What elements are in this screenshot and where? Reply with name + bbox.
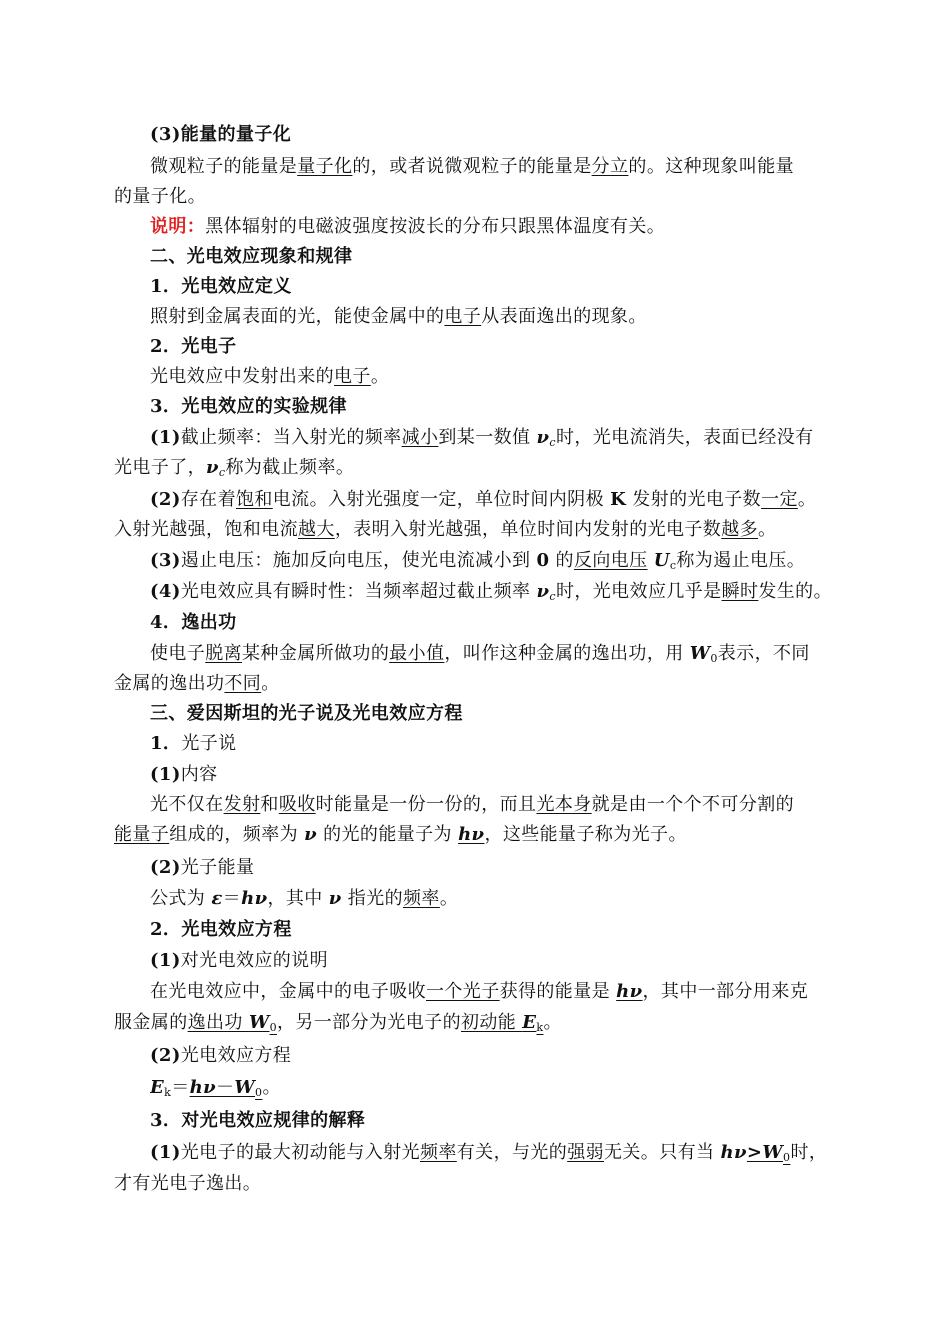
text-run: 从表面逸出的现象。 <box>481 306 647 327</box>
text-line <box>114 823 844 849</box>
text-run: 光不仅在 <box>150 794 224 815</box>
text-line <box>150 1141 844 1167</box>
text-run: ε <box>211 888 223 909</box>
text-run: 光电效应方程 <box>180 1045 292 1066</box>
text-line <box>114 185 844 211</box>
text-line <box>150 980 844 1006</box>
answer-blank: 一个光子 <box>426 981 500 1002</box>
answer-blank: 吸收 <box>278 794 316 815</box>
text-run: 称为截止频率。 <box>225 457 355 478</box>
answer-blank: 饱和 <box>235 489 273 510</box>
text-run: (2) <box>150 489 181 510</box>
text-run: 时，光电效应几乎是 <box>555 581 722 602</box>
text-line <box>114 518 844 544</box>
text-run: 截止频率：当入射光的频率 <box>180 427 402 448</box>
text-line <box>150 732 844 758</box>
text-run: 就是由一个个不可分割的 <box>591 794 795 815</box>
text-line <box>150 642 844 668</box>
answer-blank: 能量子 <box>114 824 170 845</box>
text-run: 。 <box>439 888 459 909</box>
text-run: ，其中 <box>267 888 329 909</box>
text-run: hν <box>720 1142 747 1163</box>
answer-blank: hν <box>189 1077 216 1098</box>
text-run: 时能量是一份一份的，而且 <box>315 794 537 815</box>
answer-blank: 0 <box>269 1021 277 1034</box>
text-run: 0 <box>710 652 718 665</box>
text-run: 光电效应具有瞬时性：当频率超过截止频率 <box>180 581 537 602</box>
answer-blank: 频率 <box>403 888 440 909</box>
text-run: 和 <box>260 794 279 815</box>
text-run: (1) <box>150 427 181 448</box>
text-run: ，表明入射光越强，单位时间内发射的光电子数 <box>334 519 722 540</box>
text-run: 表示，不同 <box>717 643 810 664</box>
text-line <box>150 918 844 944</box>
text-run: (3)能量的量子化 <box>150 124 292 145</box>
answer-blank: 逸出功 <box>187 1012 249 1033</box>
answer-blank: 发射 <box>223 794 261 815</box>
answer-blank: 频率 <box>419 1142 457 1163</box>
text-run: 光电效应中发射出来的 <box>150 366 334 387</box>
text-run: 无关。只有当 <box>604 1142 721 1163</box>
text-run: ，叫作这种金属的逸出功，用 <box>444 643 690 664</box>
text-run: 时， <box>790 1142 828 1163</box>
text-run: 。 <box>758 519 777 540</box>
text-run: 到某一数值 <box>438 427 537 448</box>
answer-blank: 分立 <box>591 156 629 177</box>
text-run: 入射光越强，饱和电流 <box>114 519 298 540</box>
answer-blank: k <box>536 1021 544 1034</box>
text-run: ν <box>328 888 342 909</box>
answer-blank: W <box>248 1012 270 1033</box>
text-run: 。 <box>262 1077 281 1098</box>
text-run: 。 <box>370 366 390 387</box>
answer-blank: 电子 <box>444 306 482 327</box>
text-line <box>150 245 844 271</box>
text-run: 的，或者说微观粒子的能量是 <box>352 156 592 177</box>
text-run: (2) <box>150 857 181 878</box>
text-run: 服金属的 <box>114 1012 188 1033</box>
text-line <box>150 793 844 819</box>
answer-blank: 0 <box>255 1086 263 1099</box>
text-line <box>150 395 844 421</box>
text-run: ，其中一部分用来克 <box>642 981 809 1002</box>
text-line <box>114 672 844 698</box>
answer-blank: 越多 <box>721 519 759 540</box>
text-run: 三、爱因斯坦的光子说及光电效应方程 <box>150 703 463 724</box>
text-line <box>150 426 844 452</box>
text-run: K <box>610 489 627 510</box>
answer-blank: 反向电压 <box>573 550 648 571</box>
text-line <box>150 887 844 913</box>
text-line <box>150 1109 844 1135</box>
text-run: k <box>164 1086 172 1099</box>
answer-blank: 越大 <box>298 519 335 540</box>
text-run: 某种金属所做功的 <box>242 643 390 664</box>
text-run: 组成的，频率为 <box>169 824 305 845</box>
text-run: 有关，与光的 <box>456 1142 568 1163</box>
text-line <box>150 856 844 882</box>
text-run: 发射的光电子数 <box>626 489 762 510</box>
text-line <box>150 123 844 149</box>
answer-blank: 减小 <box>401 427 439 448</box>
text-run: 时，光电流消失，表面已经没有 <box>555 427 814 448</box>
text-run: 照射到金属表面的光，能使金属中的 <box>150 306 445 327</box>
answer-blank: E <box>522 1012 537 1033</box>
text-line <box>150 1044 844 1070</box>
answer-blank: 强弱 <box>567 1142 604 1163</box>
text-run: E <box>150 1077 165 1098</box>
text-run: 4．逸出功 <box>150 612 237 633</box>
text-line <box>150 763 844 789</box>
text-run: W <box>689 643 711 664</box>
text-run: 黑体辐射的电磁波强度按波长的分布只跟黑体温度有关。 <box>205 216 666 237</box>
text-run: 光子说 <box>181 733 237 754</box>
text-run: 金属的逸出功 <box>114 673 225 694</box>
text-run: 的量子化。 <box>114 186 206 207</box>
answer-blank: 脱离 <box>205 643 243 664</box>
text-run: (3) <box>150 550 181 571</box>
text-line <box>150 949 844 975</box>
text-line <box>114 456 844 482</box>
note-label: 说明： <box>150 216 206 237</box>
answer-blank: － <box>216 1077 235 1098</box>
answer-blank: 电子 <box>334 366 371 387</box>
text-line <box>150 1076 844 1102</box>
text-run: 公式为 <box>150 888 212 909</box>
text-run: c <box>549 590 556 603</box>
text-run: 微观粒子的能量是 <box>150 156 298 177</box>
text-run: 电流。入射光强度一定，单位时间内阴极 <box>272 489 611 510</box>
text-run: 的光的能量子为 <box>317 824 459 845</box>
answer-blank: 瞬时 <box>721 581 759 602</box>
text-run: c <box>669 559 677 572</box>
text-line <box>150 488 844 514</box>
text-run: 的。这种现象叫能量 <box>628 156 795 177</box>
text-line <box>150 275 844 301</box>
text-run: 光子能量 <box>180 857 255 878</box>
text-run: (4) <box>150 581 181 602</box>
text-run: 光电子了， <box>114 457 206 478</box>
answer-blank: 一定 <box>761 489 798 510</box>
text-run: 3．对光电效应规律的解释 <box>150 1110 366 1131</box>
text-run: ，这些能量子称为光子。 <box>484 824 687 845</box>
text-run: 遏止电压：施加反向电压，使光电流减小到 <box>180 550 537 571</box>
text-run: 指光的 <box>341 888 404 909</box>
text-run: (1) <box>150 950 181 971</box>
text-line <box>150 365 844 391</box>
text-run: 二、光电效应现象和规律 <box>150 246 353 267</box>
text-run: c <box>218 466 226 479</box>
answer-blank: W <box>762 1142 784 1163</box>
text-run: 在光电效应中，金属中的电子吸收 <box>150 981 426 1002</box>
text-run: 获得的能量是 <box>499 981 617 1002</box>
text-run: 光电子的最大初动能与入射光 <box>180 1142 420 1163</box>
text-run: 内容 <box>180 764 218 785</box>
answer-blank: 不同 <box>224 673 262 694</box>
text-run: 。 <box>261 673 280 694</box>
text-run: 2．光电子 <box>150 336 237 357</box>
text-run: 2．光电效应方程 <box>150 919 292 940</box>
text-run: 发生的。 <box>758 581 832 602</box>
text-run: 存在着 <box>180 489 236 510</box>
answer-blank: 0 <box>783 1151 791 1164</box>
answer-blank: 最小值 <box>389 643 445 664</box>
text-line <box>114 1172 844 1198</box>
text-run: 1． <box>150 733 182 754</box>
text-run: ν <box>304 824 318 845</box>
text-run: 使电子 <box>150 643 206 664</box>
text-run: ，另一部分为光电子的 <box>276 1012 461 1033</box>
text-line <box>150 611 844 637</box>
text-run: U <box>653 550 670 571</box>
text-run: 称为遏止电压。 <box>676 550 806 571</box>
text-run: 才有光电子逸出。 <box>114 1173 262 1194</box>
answer-blank: > <box>746 1142 763 1163</box>
answer-blank: 光本身 <box>536 794 592 815</box>
text-run: 1．光电效应定义 <box>150 276 292 297</box>
text-line <box>150 335 844 361</box>
text-run: ν <box>536 427 550 448</box>
text-line <box>150 549 844 575</box>
text-run: hν <box>241 888 268 909</box>
text-run: 。 <box>797 489 817 510</box>
text-run: c <box>549 436 556 449</box>
answer-blank: 量子化 <box>297 156 353 177</box>
text-run: 的 <box>549 550 574 571</box>
text-run: (2) <box>150 1045 181 1066</box>
text-run: 3．光电效应的实验规律 <box>150 396 347 417</box>
text-run: 0 <box>536 550 550 571</box>
text-run: 。 <box>543 1012 562 1033</box>
answer-blank: hν <box>616 981 643 1002</box>
answer-blank: W <box>234 1077 256 1098</box>
text-run: ν <box>206 457 219 478</box>
text-line <box>114 1011 844 1037</box>
text-line <box>150 580 844 606</box>
text-line <box>150 155 844 181</box>
answer-blank: hν <box>458 824 485 845</box>
text-line <box>150 305 844 331</box>
text-run: 对光电效应的说明 <box>180 950 328 971</box>
text-run: ν <box>536 581 550 602</box>
answer-blank: 初动能 <box>460 1012 523 1033</box>
text-line <box>150 215 844 241</box>
text-run: (1) <box>150 764 181 785</box>
text-run: (1) <box>150 1142 181 1163</box>
text-line <box>150 702 844 728</box>
text-run: ＝ <box>222 888 242 909</box>
text-run: ＝ <box>171 1077 190 1098</box>
